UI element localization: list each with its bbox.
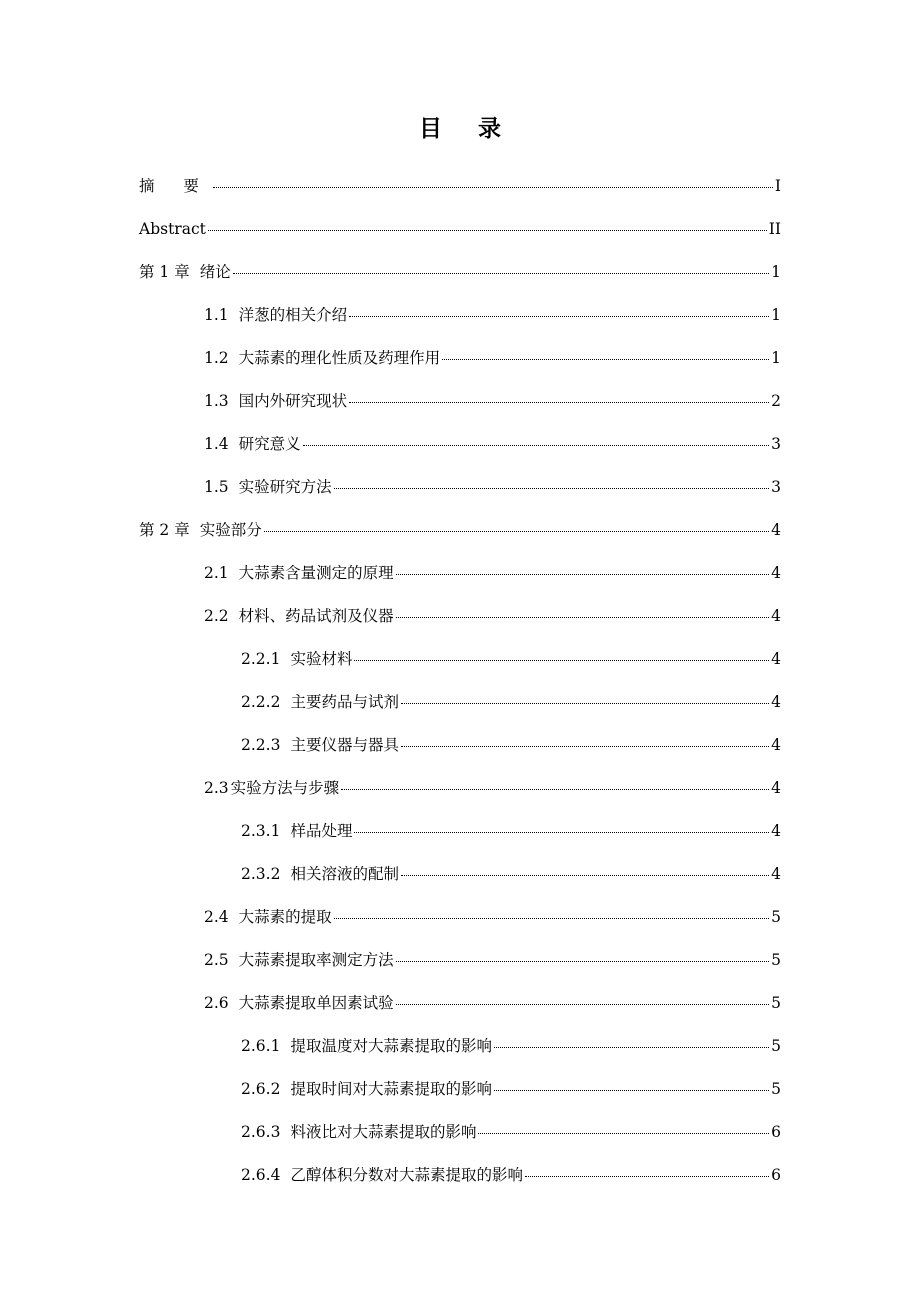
toc-entry-row (241, 735, 781, 755)
dot-leader (401, 874, 769, 876)
toc-entry[interactable] (0, 293, 920, 336)
dot-leader (478, 1132, 769, 1134)
toc-entry-title: 料液比对大蒜素提取的影响 (290, 1123, 477, 1141)
toc-entry[interactable] (0, 852, 920, 895)
toc-entry-number: 1.2 (204, 349, 229, 367)
toc-entry[interactable] (0, 594, 920, 637)
toc-entry-number: 第 2 章 (139, 521, 190, 539)
toc-entry[interactable] (0, 551, 920, 594)
dot-leader (213, 186, 773, 188)
toc-entry[interactable] (0, 1153, 920, 1196)
toc-entry-row (204, 907, 781, 927)
dot-leader (494, 1046, 769, 1048)
toc-entry-title: 相关溶液的配制 (290, 865, 399, 883)
toc-entry-row (139, 219, 781, 239)
toc-entry-row (139, 520, 781, 540)
toc-entry[interactable] (0, 723, 920, 766)
toc-entry-page-number: 2 (771, 392, 781, 410)
toc-entry-row (204, 434, 781, 454)
toc-entry-page-number: 4 (771, 865, 781, 883)
toc-entry-title: 大蒜素提取率测定方法 (238, 951, 394, 969)
toc-entry-number: 2.3.2 (241, 865, 281, 883)
toc-entry-row (241, 1036, 781, 1056)
toc-entry[interactable] (0, 981, 920, 1024)
toc-entry-page-number: 3 (771, 435, 781, 453)
toc-entry-page-number: 6 (771, 1166, 781, 1184)
toc-entry-row (204, 993, 781, 1013)
toc-entry-page-number: 5 (771, 994, 781, 1012)
dot-leader (401, 702, 769, 704)
toc-entry-row (204, 348, 781, 368)
toc-entry-title: 洋葱的相关介绍 (238, 306, 348, 324)
toc-entry-number: 2.3.1 (241, 822, 281, 840)
toc-entry-row (204, 606, 781, 626)
toc-entry-page-number: 4 (771, 822, 781, 840)
toc-entry-number: 2.2.1 (241, 650, 281, 668)
toc-entry-page-number: 1 (771, 349, 781, 367)
toc-entry[interactable] (0, 336, 920, 379)
toc-entry-number: 1.1 (204, 306, 229, 324)
toc-entry-page-number: 4 (771, 779, 781, 797)
toc-entry-row (204, 305, 781, 325)
dot-leader (354, 659, 769, 661)
toc-entry-title: 主要仪器与器具 (290, 736, 399, 754)
toc-entry[interactable] (0, 422, 920, 465)
dot-leader (264, 530, 769, 532)
toc-entry[interactable] (0, 379, 920, 422)
toc-entry[interactable] (0, 207, 920, 250)
toc-entry[interactable] (0, 508, 920, 551)
toc-entry[interactable] (0, 465, 920, 508)
toc-entry-number: 2.6.2 (241, 1080, 281, 1098)
toc-entry-title: 提取温度对大蒜素提取的影响 (290, 1037, 492, 1055)
toc-entry-title: 大蒜素的理化性质及药理作用 (238, 349, 441, 367)
toc-entry[interactable] (0, 766, 920, 809)
toc-entry[interactable] (0, 895, 920, 938)
toc-entry-number: 1.3 (204, 392, 229, 410)
toc-entry-title: 材料、药品试剂及仪器 (238, 607, 394, 625)
toc-entry-page-number: 4 (771, 564, 781, 582)
toc-entry[interactable] (0, 164, 920, 207)
toc-entry[interactable] (0, 1067, 920, 1110)
toc-entry-row (241, 692, 781, 712)
toc-entry-page-number: 4 (771, 736, 781, 754)
toc-entry-number: 2.6 (204, 994, 229, 1012)
toc-entry-number: 2.4 (204, 908, 229, 926)
dot-leader (396, 1003, 769, 1005)
toc-entry[interactable] (0, 637, 920, 680)
toc-entry-number: 1.5 (204, 478, 229, 496)
toc-entry-page-number: 4 (771, 607, 781, 625)
toc-entry-number: 2.2.2 (241, 693, 281, 711)
toc-entry-page-number: I (774, 177, 781, 195)
toc-entry[interactable] (0, 1024, 920, 1067)
toc-entry-number: 2.2.3 (241, 736, 281, 754)
toc-entry-title: 实验材料 (290, 650, 353, 668)
toc-entry-page-number: 1 (771, 263, 781, 281)
toc-entry-row (241, 821, 781, 841)
dot-leader (396, 616, 769, 618)
toc-entry-title: 实验部分 (199, 521, 262, 539)
toc-entry-number: 2.6.4 (241, 1166, 281, 1184)
toc-entry-page-number: 5 (771, 951, 781, 969)
toc-entry-row (241, 649, 781, 669)
toc-entry-number: 2.6.1 (241, 1037, 281, 1055)
toc-entry-row (241, 1165, 781, 1185)
toc-entry-page-number: 5 (771, 1037, 781, 1055)
toc-entry-title: 摘 要 (139, 177, 211, 195)
toc-entry-row (204, 950, 781, 970)
toc-entry-title: 大蒜素含量测定的原理 (238, 564, 394, 582)
toc-entry-row (241, 864, 781, 884)
toc-entry-page-number: 5 (771, 1080, 781, 1098)
toc-entry-title: Abstract (139, 220, 206, 238)
dot-leader (354, 831, 769, 833)
toc-entry-title: 提取时间对大蒜素提取的影响 (290, 1080, 492, 1098)
toc-entry-title: 乙醇体积分数对大蒜素提取的影响 (290, 1166, 523, 1184)
toc-entry[interactable] (0, 1110, 920, 1153)
dot-leader (494, 1089, 769, 1091)
toc-entry-title: 主要药品与试剂 (290, 693, 399, 711)
dot-leader (401, 745, 769, 747)
toc-entry-row (139, 176, 781, 196)
toc-entry-row (241, 1122, 781, 1142)
dot-leader (525, 1175, 769, 1177)
dot-leader (442, 358, 769, 360)
dot-leader (396, 573, 769, 575)
toc-entry-title: 实验研究方法 (238, 478, 332, 496)
toc-entry[interactable] (0, 809, 920, 852)
toc-entry-number: 第 1 章 (139, 263, 190, 281)
toc-entry-row (204, 778, 781, 798)
toc-entry-number: 2.5 (204, 951, 229, 969)
toc-entry-title: 绪论 (199, 263, 231, 281)
dot-leader (208, 229, 767, 231)
dot-leader (341, 788, 769, 790)
toc-entry-title: 实验方法与步骤 (230, 779, 340, 797)
dot-leader (334, 487, 769, 489)
toc-entry-page-number: 3 (771, 478, 781, 496)
toc-entry-page-number: 5 (771, 908, 781, 926)
toc-entry-row (204, 391, 781, 411)
dot-leader (349, 401, 769, 403)
toc-entry-number: 2.1 (204, 564, 229, 582)
toc-entry-page-number: 4 (771, 650, 781, 668)
toc-entry-page-number: 6 (771, 1123, 781, 1141)
toc-entry-title: 国内外研究现状 (238, 392, 348, 410)
toc-entry-page-number: 1 (771, 306, 781, 324)
toc-entry-page-number: II (768, 220, 781, 238)
dot-leader (233, 272, 769, 274)
dot-leader (334, 917, 769, 919)
toc-entry-number: 1.4 (204, 435, 229, 453)
toc-entry-page-number: 4 (771, 521, 781, 539)
dot-leader (396, 960, 769, 962)
toc-entry-title: 大蒜素的提取 (238, 908, 332, 926)
dot-leader (303, 444, 769, 446)
toc-entry-row (241, 1079, 781, 1099)
toc-entry[interactable] (0, 938, 920, 981)
toc-entry[interactable] (0, 680, 920, 723)
toc-list (0, 164, 920, 1196)
toc-entry-number: 2.6.3 (241, 1123, 281, 1141)
toc-entry-number: 2.2 (204, 607, 229, 625)
toc-entry-page-number: 4 (771, 693, 781, 711)
dot-leader (349, 315, 769, 317)
toc-title: 目 录 (418, 116, 515, 142)
toc-entry-row (204, 563, 781, 583)
toc-entry-title: 样品处理 (290, 822, 353, 840)
toc-entry-row (204, 477, 781, 497)
toc-entry-number: 2.3 (204, 779, 229, 797)
toc-entry[interactable] (0, 250, 920, 293)
toc-entry-row (139, 262, 781, 282)
toc-entry-title: 研究意义 (238, 435, 301, 453)
toc-entry-title: 大蒜素提取单因素试验 (238, 994, 394, 1012)
